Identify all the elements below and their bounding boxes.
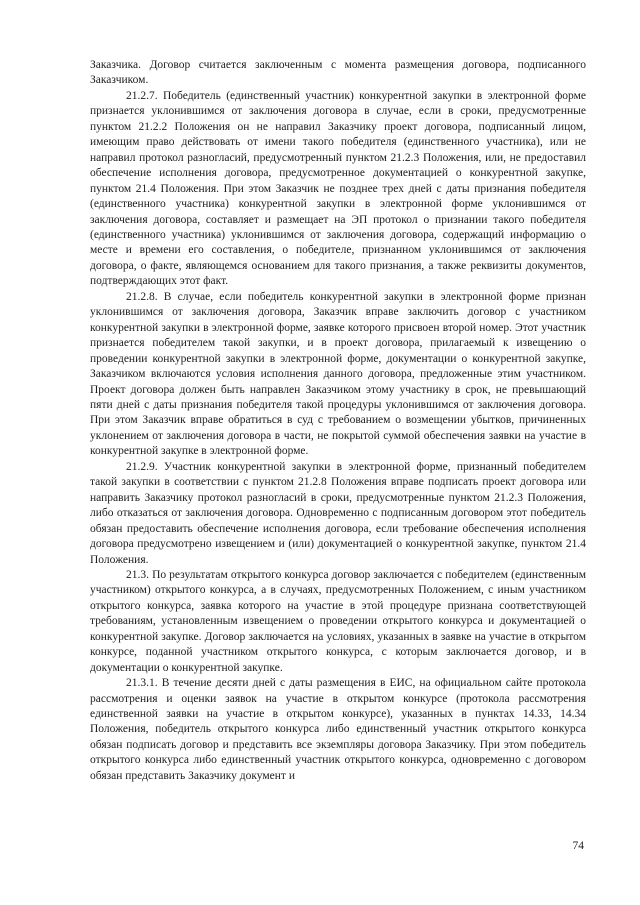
- paragraph-21-3: 21.3. По результатам открытого конкурса договор заключается с победителем (единственным участником) открытого конкурса, а в случаях, предусмотренных Положением, с иным участником открытого конкурса, заявка которого на участие в этой процедуре признана соответствующей требованиям, установленным извещением о проведении открытого конкурса и документацией о конкурентной закупке. Договор заключается на условиях, указанных в заявке на участие в открытом конкурсе, поданной участником открытого конкурса, с которым заключается договор, и в документации о конкурентной закупке.: [90, 568, 586, 674]
- paragraph-21-2-9: 21.2.9. Участник конкурентной закупки в электронной форме, признанный победителем такой закупки в соответствии с пунктом 21.2.8 Положения вправе подписать проект договора или направить Заказчику протокол разногласий в сроки, предусмотренные пунктом 21.2.3 Положения, либо отказаться от заключения договора. Одновременно с подписанным договором этот победитель обязан предоставить обеспечение исполнения договора, если требование обеспечения исполнения договора предусмотрено извещением и (или) документацией о конкурентной закупке, пунктом 21.4 Положения.: [90, 460, 586, 566]
- document-body: [90, 58, 586, 784]
- paragraph-continuation: Заказчика. Договор считается заключенным с момента размещения договора, подписанного Заказчиком.: [90, 59, 586, 87]
- page-number: 74: [572, 840, 584, 852]
- paragraph-21-3-1: 21.3.1. В течение десяти дней с даты размещения в ЕИС, на официальном сайте протокола рассмотрения и оценки заявок на участие в открытом конкурсе (протокола рассмотрения единственной заявки на участие в открытом конкурсе), указанных в пунктах 14.33, 14.34 Положения, победитель открытого конкурса либо единственный участник открытого конкурса обязан подписать договор и представить все экземпляры договора Заказчику. При этом победитель открытого конкурса либо единственный участник открытого конкурса, одновременно с договором обязан представить Заказчику документ и: [90, 677, 586, 782]
- paragraph-21-2-8: 21.2.8. В случае, если победитель конкурентной закупки в электронной форме признан уклонившимся от заключения договора, Заказчик вправе заключить договор с участником конкурентной закупки в электронной форме, заявке которого присвоен второй номер. Этот участник признается победителем такой закупки, и в проект договора, прилагаемый к извещению о проведении конкурентной закупки в электронной форме, документации о конкурентной закупке, Заказчиком включаются условия исполнения данного договора, предложенные этим участником. Проект договора должен быть направлен Заказчиком этому участнику в срок, не превышающий пяти дней с даты признания победителя такой процедуры уклонившимся от заключения договора. При этом Заказчик вправе обратиться в суд с требованием о возмещении убытков, причиненных уклонением от заключения договора в части, не покрытой суммой обеспечения заявки на участие в конкурентной закупке в электронной форме.: [90, 290, 586, 458]
- paragraph-21-2-7: 21.2.7. Победитель (единственный участник) конкурентной закупки в электронной форме признается уклонившимся от заключения договора в случае, если в сроки, предусмотренные пунктом 21.2.2 Положения он не направил Заказчику проект договора, подписанный лицом, имеющим право действовать от имени такого победителя (единственного участника), или не направил протокол разногласий, предусмотренный пунктом 21.2.3 Положения, или, не предоставил обеспечение исполнения договора, предусмотренное документацией о конкурентной закупке, пунктом 21.4 Положения. При этом Заказчик не позднее трех дней с даты признания победителя (единственного участника) конкурентной закупки в электронной форме уклонившимся от заключения договора, составляет и размещает на ЭП протокол о признании такого победителя (единственного участника) уклонившимся от заключения договора, содержащий информацию о месте и времени его составления, о победителе, признанном уклонившимся от заключения договора, о факте, являющемся основанием для такого признания, а также реквизиты документов, подтверждающих этот факт.: [90, 89, 586, 288]
